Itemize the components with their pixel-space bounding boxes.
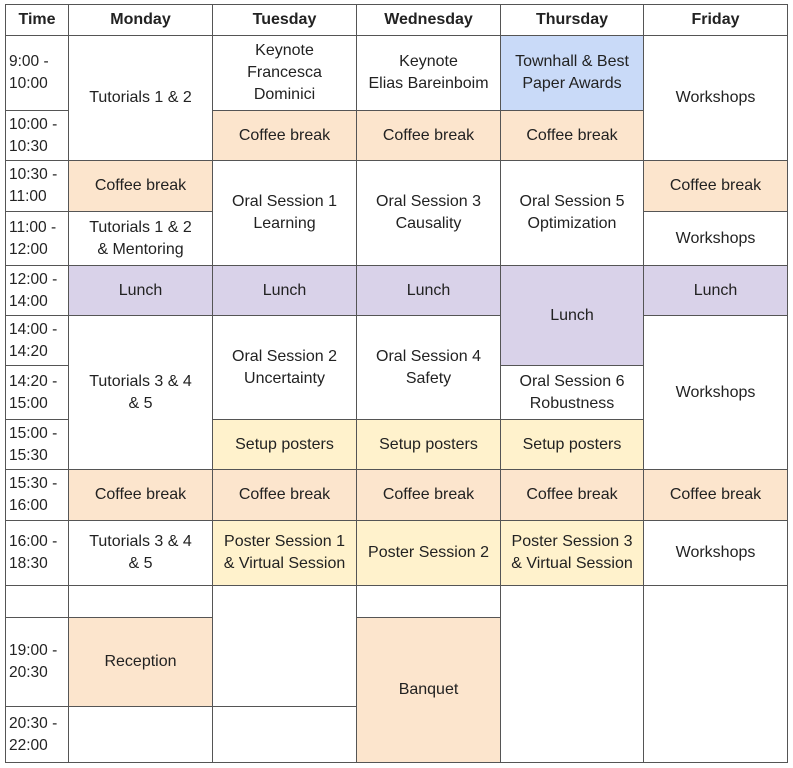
time-label: 11:00 - 12:00 xyxy=(9,218,57,258)
event-cell xyxy=(501,266,644,366)
header-tuesday: Tuesday xyxy=(213,5,357,36)
time-cell xyxy=(6,420,69,470)
event-label: Tutorials 1 & 2 xyxy=(89,89,192,106)
event-cell xyxy=(644,316,788,470)
empty-cell xyxy=(501,586,644,763)
time-label: 14:20 - 15:00 xyxy=(9,372,58,412)
time-cell xyxy=(6,111,69,161)
event-label: Workshops xyxy=(675,544,756,561)
event-label: Poster Session 1 & Virtual Session xyxy=(223,533,346,572)
event-cell xyxy=(213,161,357,266)
event-cell xyxy=(69,212,213,266)
event-label: Coffee break xyxy=(669,177,762,194)
event-label: Oral Session 2 Uncertainty xyxy=(232,347,337,387)
time-label: 16:00 - 18:30 xyxy=(9,533,58,572)
time-label: 19:00 - 20:30 xyxy=(9,642,58,681)
event-label: Lunch xyxy=(550,306,594,324)
event-label: Banquet xyxy=(398,681,459,698)
empty-cell xyxy=(213,707,357,763)
header-row xyxy=(6,5,788,36)
time-cell xyxy=(6,161,69,212)
event-cell xyxy=(69,316,213,470)
event-label: Lunch xyxy=(693,281,738,299)
header-monday: Monday xyxy=(69,5,213,36)
table-row xyxy=(6,316,788,366)
event-cell xyxy=(357,316,501,420)
event-label: Oral Session 3 Causality xyxy=(376,193,481,232)
event-cell xyxy=(501,521,644,586)
event-cell xyxy=(357,266,501,316)
event-cell xyxy=(501,420,644,470)
time-label: 14:00 - 14:20 xyxy=(9,320,58,360)
event-label: Coffee break xyxy=(526,126,618,144)
event-label: Coffee break xyxy=(94,177,187,194)
event-cell xyxy=(357,470,501,521)
event-label: Lunch xyxy=(262,281,307,299)
event-cell xyxy=(213,36,357,111)
event-label: Setup posters xyxy=(235,435,334,453)
event-label: Setup posters xyxy=(379,435,478,453)
event-label: Poster Session 2 xyxy=(368,544,489,561)
event-label: Townhall & Best Paper Awards xyxy=(515,53,629,92)
event-cell xyxy=(357,111,501,161)
event-cell xyxy=(644,266,788,316)
event-cell xyxy=(501,161,644,266)
event-label: Coffee break xyxy=(382,126,475,144)
time-cell xyxy=(6,36,69,111)
event-label: Tutorials 3 & 4 & 5 xyxy=(89,533,192,572)
event-cell xyxy=(357,420,501,470)
event-cell xyxy=(213,316,357,420)
event-cell xyxy=(69,266,213,316)
time-label: 12:00 - 14:00 xyxy=(9,270,58,310)
event-label: Coffee break xyxy=(94,486,187,503)
event-label: Reception xyxy=(104,653,177,670)
time-cell xyxy=(6,586,69,618)
empty-cell xyxy=(69,707,213,763)
event-cell xyxy=(357,521,501,586)
event-label: Tutorials 1 & 2 & Mentoring xyxy=(89,218,192,258)
event-label: Workshops xyxy=(675,89,756,106)
event-cell xyxy=(644,212,788,266)
event-cell xyxy=(213,111,357,161)
time-label: 15:00 - 15:30 xyxy=(9,424,58,464)
table-row xyxy=(6,266,788,316)
event-cell xyxy=(69,161,213,212)
time-cell xyxy=(6,521,69,586)
header-friday: Friday xyxy=(644,5,788,36)
event-cell xyxy=(501,366,644,420)
event-label: Oral Session 5 Optimization xyxy=(519,193,625,232)
event-cell xyxy=(357,36,501,111)
event-label: Setup posters xyxy=(522,435,622,453)
time-label: 15:30 - 16:00 xyxy=(9,475,58,514)
table-row xyxy=(6,586,788,618)
time-cell xyxy=(6,470,69,521)
event-cell xyxy=(69,521,213,586)
event-cell xyxy=(213,420,357,470)
time-cell xyxy=(6,707,69,763)
event-cell xyxy=(644,161,788,212)
event-cell xyxy=(501,36,644,111)
time-cell xyxy=(6,316,69,366)
empty-cell xyxy=(357,586,501,618)
event-label: Coffee break xyxy=(526,486,618,503)
event-label: Coffee break xyxy=(238,126,331,144)
table-row xyxy=(6,521,788,586)
time-cell xyxy=(6,266,69,316)
header-time: Time xyxy=(6,5,69,36)
event-cell xyxy=(69,618,213,707)
event-cell xyxy=(644,521,788,586)
event-label: Workshops xyxy=(675,229,756,247)
event-label: Lunch xyxy=(406,281,451,299)
event-label: Lunch xyxy=(118,281,163,299)
table-row xyxy=(6,470,788,521)
event-label: Keynote Elias Bareinboim xyxy=(368,53,489,92)
event-label: Oral Session 1 Learning xyxy=(232,193,337,232)
time-label: 9:00 - 10:00 xyxy=(9,53,49,92)
schedule-table xyxy=(5,4,788,763)
time-label: 10:30 - 11:00 xyxy=(9,166,58,205)
time-cell xyxy=(6,366,69,420)
empty-cell xyxy=(69,586,213,618)
event-cell xyxy=(69,470,213,521)
header-wednesday: Wednesday xyxy=(357,5,501,36)
empty-cell xyxy=(213,586,357,707)
event-cell xyxy=(501,470,644,521)
time-label: 10:00 - 10:30 xyxy=(9,115,58,155)
event-cell xyxy=(501,111,644,161)
event-cell xyxy=(213,521,357,586)
table-row xyxy=(6,36,788,111)
event-label: Coffee break xyxy=(669,486,762,503)
event-label: Tutorials 3 & 4 & 5 xyxy=(89,372,192,412)
empty-cell xyxy=(644,586,788,763)
event-cell xyxy=(69,36,213,161)
event-label: Workshops xyxy=(675,383,756,401)
event-label: Keynote Francesca Dominici xyxy=(247,42,322,103)
event-cell xyxy=(357,161,501,266)
event-label: Poster Session 3 & Virtual Session xyxy=(511,533,633,572)
header-thursday: Thursday xyxy=(501,5,644,36)
event-label: Coffee break xyxy=(238,486,331,503)
event-cell xyxy=(357,618,501,763)
event-cell xyxy=(644,36,788,161)
time-label: 20:30 - 22:00 xyxy=(9,714,58,754)
event-label: Oral Session 4 Safety xyxy=(376,347,481,387)
event-label: Oral Session 6 Robustness xyxy=(519,372,625,412)
time-cell xyxy=(6,618,69,707)
event-label: Coffee break xyxy=(382,486,475,503)
table-row xyxy=(6,161,788,212)
event-cell xyxy=(213,470,357,521)
event-cell xyxy=(213,266,357,316)
event-cell xyxy=(644,470,788,521)
time-cell xyxy=(6,212,69,266)
